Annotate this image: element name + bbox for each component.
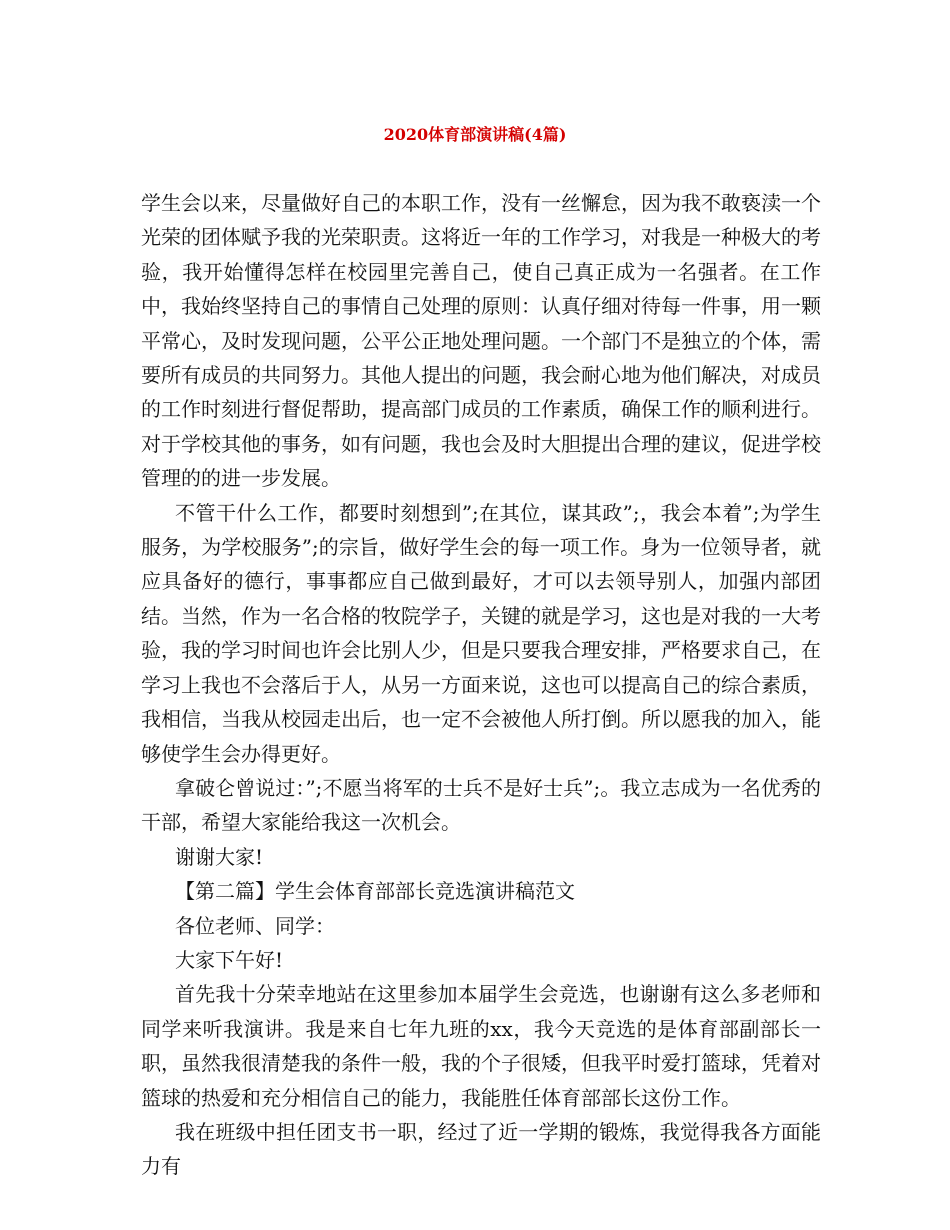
paragraph-greeting: 大家下午好! [175,947,284,972]
paragraph-5: 首先我十分荣幸地站在这里参加本届学生会竞选，也谢谢有这么多老师和同学来听我演讲。我是来自七年九班的xx，我今天竞选的是体育部副部长一职，虽然我很清楚我的条件一般，我的个子很矮，但我平时爱打篮球，凭着对篮球的热爱和充分相信自己的能力，我能胜任体育部部长这份工作。 [141,982,821,1110]
paragraph-6: 我在班级中担任团支书一职，经过了近一学期的锻炼，我觉得我各方面能力有 [141,1119,821,1179]
paragraph-1: 学生会以来，尽量做好自己的本职工作，没有一丝懈怠，因为我不敢亵渎一个光荣的团体赋予我的光荣职责。这将近一年的工作学习，对我是一种极大的考验，我开始懂得怎样在校园里完善自己，使自己真正成为一名强者。在工作中，我始终坚持自己的事情自己处理的原则：认真仔细对待每一件事，用一颗平常心，及时发现问题，公平公正地处理问题。一个部门不是独立的个体，需要所有成员的共同努力。其他人提出的问题，我会耐心地为他们解决，对成员的工作时刻进行督促帮助，提高部门成员的工作素质，确保工作的顺利进行。对于学校其他的事务，如有问题，我也会及时大胆提出合理的建议，促进学校管理的的进一步发展。 [141,191,821,491]
section-heading-2: 【第二篇】学生会体育部部长竞选演讲稿范文 [175,879,575,904]
paragraph-salutation: 各位老师、同学： [175,913,335,938]
paragraph-3: 拿破仑曾说过：”;不愿当将军的士兵不是好士兵”;。我立志成为一名优秀的干部，希望大家能给我这一次机会。 [141,775,821,835]
paragraph-4: 谢谢大家! [175,844,264,869]
paragraph-2: 不管干什么工作，都要时刻想到”;在其位，谋其政”;，我会本着”;为学生服务，为学校服务”;的宗旨，做好学生会的每一项工作。身为一位领导者，就应具备好的德行，事事都应自己做到最好，才可以去领导别人，加强内部团结。当然，作为一名合格的牧院学子，关键的就是学习，这也是对我的一大考验，我的学习时间也许会比别人少，但是只要我合理安排，严格要求自己，在学习上我也不会落后于人，从另一方面来说，这也可以提高自己的综合素质，我相信，当我从校园走出后，也一定不会被他人所打倒。所以愿我的加入，能够使学生会办得更好。 [141,500,821,766]
document-body [141,186,821,1184]
document-title: 2020体育部演讲稿(4篇) [383,125,567,144]
